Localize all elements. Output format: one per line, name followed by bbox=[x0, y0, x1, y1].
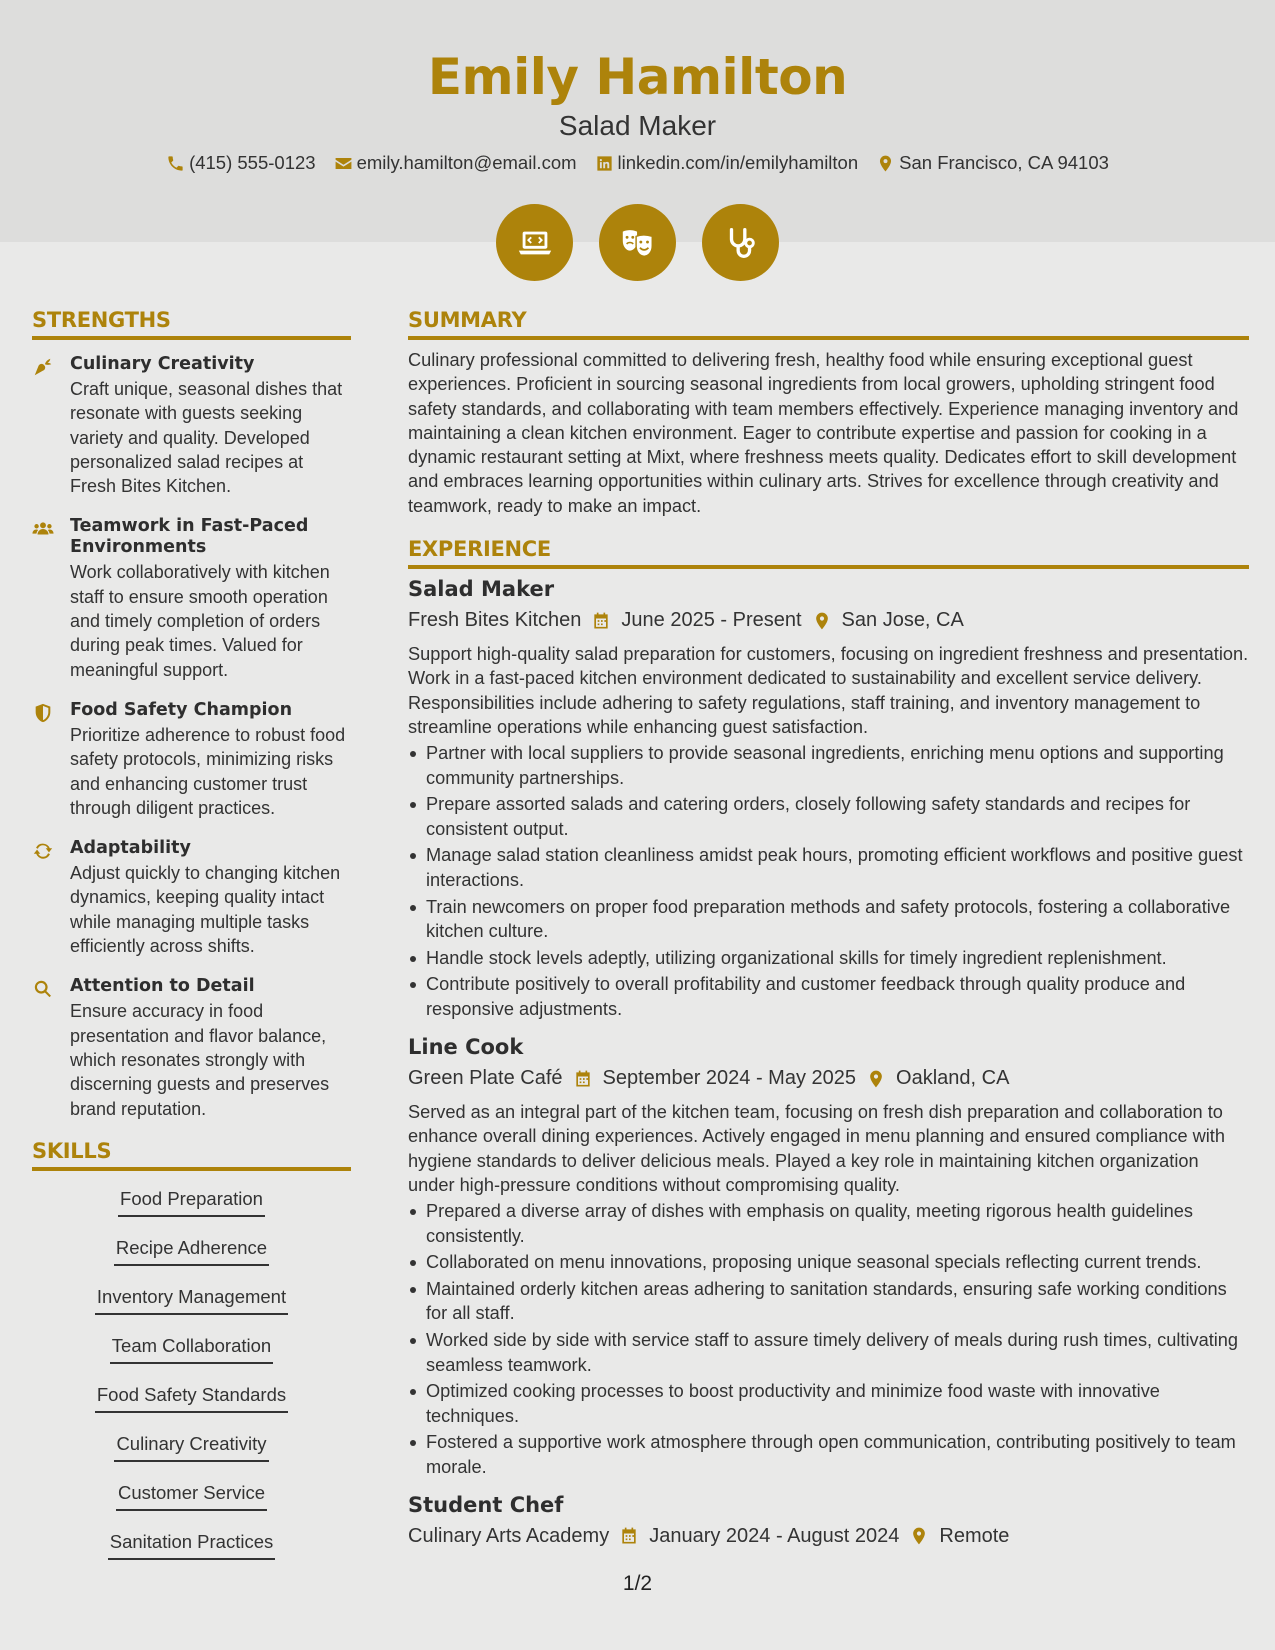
contact-location-text: San Francisco, CA 94103 bbox=[899, 152, 1109, 173]
job-bullet: Optimized cooking processes to boost productivity and minimize food waste with innovative techniques. bbox=[408, 1379, 1249, 1428]
location-icon bbox=[909, 1526, 929, 1546]
skill-item: Culinary Creativity bbox=[114, 1430, 268, 1462]
job-location: Remote bbox=[939, 1524, 1010, 1547]
job-bullets bbox=[408, 741, 1249, 1021]
job-title: Student Chef bbox=[408, 1492, 564, 1517]
location-icon bbox=[812, 611, 832, 631]
job-bullet: Handle stock levels adeptly, utilizing organizational skills for timely ingredient replenishment. bbox=[408, 946, 1249, 970]
job-dates: September 2024 - May 2025 bbox=[602, 1067, 857, 1090]
job-bullet: Contribute positively to overall profitability and customer feedback through quality produce and responsive adjustments. bbox=[408, 972, 1249, 1021]
contact-email[interactable] bbox=[334, 152, 577, 174]
job-dates: June 2025 - Present bbox=[621, 609, 802, 632]
location-icon bbox=[866, 1069, 886, 1089]
job-bullet: Prepare assorted salads and catering orders, closely following safety standards and recipes for consistent output. bbox=[408, 792, 1249, 841]
sync-icon bbox=[32, 840, 54, 862]
skill-item: Food Safety Standards bbox=[95, 1381, 288, 1413]
job-bullet: Collaborated on menu innovations, proposing unique seasonal specials reflecting current trends. bbox=[408, 1250, 1249, 1274]
strength-item bbox=[32, 976, 351, 1120]
summary-heading: SUMMARY bbox=[408, 308, 1249, 340]
strength-desc: Craft unique, seasonal dishes that resonate with guests seeking variety and quality. Developed personalized salad recipes at Fresh Bites Kitchen. bbox=[70, 379, 343, 497]
skill-item: Food Preparation bbox=[118, 1185, 265, 1217]
phone-icon bbox=[166, 154, 185, 173]
users-icon bbox=[32, 518, 54, 540]
strengths-heading: STRENGTHS bbox=[32, 308, 351, 340]
job-title: Line Cook bbox=[408, 1035, 524, 1060]
job-meta bbox=[408, 1525, 1249, 1548]
contact-email-text: emily.hamilton@email.com bbox=[356, 152, 577, 173]
job-dates: January 2024 - August 2024 bbox=[649, 1524, 900, 1547]
job-location: San Jose, CA bbox=[841, 609, 964, 632]
strength-desc: Prioritize adherence to robust food safety protocols, minimizing risks and enhancing customer trust through diligent practices. bbox=[70, 724, 346, 818]
laptop-code-icon bbox=[516, 224, 554, 262]
strength-item bbox=[32, 516, 351, 681]
contact-location bbox=[876, 152, 1109, 174]
job-entry bbox=[408, 1493, 1249, 1548]
skill-item: Sanitation Practices bbox=[108, 1528, 276, 1560]
shield-icon bbox=[32, 702, 54, 724]
stethoscope-icon bbox=[722, 224, 760, 262]
strengths-list bbox=[32, 354, 351, 1121]
page-number: 1/2 bbox=[622, 1572, 653, 1595]
strength-item bbox=[32, 354, 351, 498]
job-company: Culinary Arts Academy bbox=[408, 1524, 610, 1547]
right-column bbox=[408, 308, 1249, 1548]
summary-text: Culinary professional committed to delivering fresh, healthy food while ensuring exceptional guest experiences. Proficient in sourcing seasonal ingredients from local growers, upholding stringent food safety standards, and collaborating with team members effectively. Experience managing inventory and maintaining a clean kitchen environment. Eager to contribute expertise and passion for cooking in a dynamic restaurant setting at Mixt, where freshness meets quality. Dedicates effort to skill development and embraces learning opportunities within culinary arts. Strives for excellence through creativity and teamwork, ready to make an impact. bbox=[408, 350, 1239, 516]
candidate-name: Emily Hamilton bbox=[427, 48, 848, 106]
job-company: Fresh Bites Kitchen bbox=[408, 609, 582, 632]
skill-item: Team Collaboration bbox=[110, 1332, 273, 1364]
strength-desc: Adjust quickly to changing kitchen dynamics, keeping quality intact while managing multiple tasks efficiently across shifts. bbox=[70, 863, 341, 957]
job-bullet: Prepared a diverse array of dishes with emphasis on quality, meeting rigorous health guidelines consistently. bbox=[408, 1199, 1249, 1248]
job-entry bbox=[408, 577, 1249, 1021]
calendar-icon bbox=[619, 1526, 639, 1546]
strength-title: Culinary Creativity bbox=[70, 354, 255, 374]
job-bullet: Worked side by side with service staff to assure timely delivery of meals during rush times, cultivating seamless teamwork. bbox=[408, 1328, 1249, 1377]
job-description: Support high-quality salad preparation for customers, focusing on ingredient freshness and presentation. Work in a fast-paced kitchen environment dedicated to sustainability and excellent service delivery. Responsibilities include adhering to safety regulations, staff training, and inventory management to streamline operations while enhancing guest satisfaction. bbox=[408, 644, 1249, 737]
search-icon bbox=[32, 978, 54, 1000]
job-bullet: Manage salad station cleanliness amidst peak hours, promoting efficient workflows and positive guest interactions. bbox=[408, 843, 1249, 892]
job-company: Green Plate Café bbox=[408, 1067, 563, 1090]
job-title: Salad Maker bbox=[408, 577, 555, 602]
contact-linkedin-text: linkedin.com/in/emilyhamilton bbox=[617, 152, 859, 173]
strength-desc: Work collaboratively with kitchen staff to ensure smooth operation and timely completion of orders during peak times. Valued for meaningful support. bbox=[70, 562, 330, 680]
email-icon bbox=[334, 154, 353, 173]
left-column bbox=[32, 308, 351, 1577]
job-bullet: Fostered a supportive work atmosphere through open communication, contributing positively to team morale. bbox=[408, 1430, 1249, 1479]
strength-title: Attention to Detail bbox=[70, 976, 255, 997]
hobby-laptop bbox=[496, 204, 573, 281]
experience-heading: EXPERIENCE bbox=[408, 537, 1249, 569]
carrot-icon bbox=[32, 356, 54, 378]
contact-phone-text: (415) 555-0123 bbox=[189, 152, 316, 173]
candidate-role: Salad Maker bbox=[558, 110, 717, 141]
job-meta bbox=[408, 1067, 1249, 1090]
skill-item: Inventory Management bbox=[95, 1283, 288, 1315]
hobby-stethoscope bbox=[702, 204, 779, 281]
hobby-icons bbox=[0, 204, 1275, 281]
job-bullets bbox=[408, 1199, 1249, 1479]
strength-title: Food Safety Champion bbox=[70, 699, 293, 720]
strength-title: Teamwork in Fast-Paced Environments bbox=[70, 516, 309, 558]
job-description: Served as an integral part of the kitchen team, focusing on fresh dish preparation and collaboration to enhance overall dining experiences. Actively engaged in menu planning and ensured compliance with hygiene standards to deliver delicious meals. Played a key role in maintaining kitchen organization under high-pressure conditions without compromising quality. bbox=[408, 1102, 1225, 1195]
linkedin-icon bbox=[595, 154, 614, 173]
job-bullet: Train newcomers on proper food preparation methods and safety protocols, fostering a collaborative kitchen culture. bbox=[408, 895, 1249, 944]
theater-masks-icon bbox=[619, 224, 657, 262]
strength-title: Adaptability bbox=[70, 838, 191, 859]
skill-item: Recipe Adherence bbox=[114, 1234, 269, 1266]
skill-item: Customer Service bbox=[116, 1479, 267, 1511]
job-entry bbox=[408, 1035, 1249, 1479]
contact-phone[interactable] bbox=[166, 152, 316, 174]
skills-heading: SKILLS bbox=[32, 1139, 351, 1171]
strength-item bbox=[32, 838, 351, 958]
strength-item bbox=[32, 700, 351, 820]
hobby-theater bbox=[599, 204, 676, 281]
contact-linkedin[interactable] bbox=[595, 152, 859, 174]
job-meta bbox=[408, 609, 1249, 632]
job-bullet: Maintained orderly kitchen areas adhering to sanitation standards, ensuring safe working conditions for all staff. bbox=[408, 1277, 1249, 1326]
calendar-icon bbox=[591, 611, 611, 631]
job-bullet: Partner with local suppliers to provide seasonal ingredients, enriching menu options and supporting community partnerships. bbox=[408, 741, 1249, 790]
location-icon bbox=[876, 154, 895, 173]
calendar-icon bbox=[573, 1069, 593, 1089]
skills-list bbox=[32, 1185, 351, 1577]
job-location: Oakland, CA bbox=[896, 1067, 1010, 1090]
contact-bar bbox=[0, 152, 1275, 174]
strength-desc: Ensure accuracy in food presentation and flavor balance, which resonates strongly with discerning guests and preserves brand reputation. bbox=[70, 1001, 330, 1119]
